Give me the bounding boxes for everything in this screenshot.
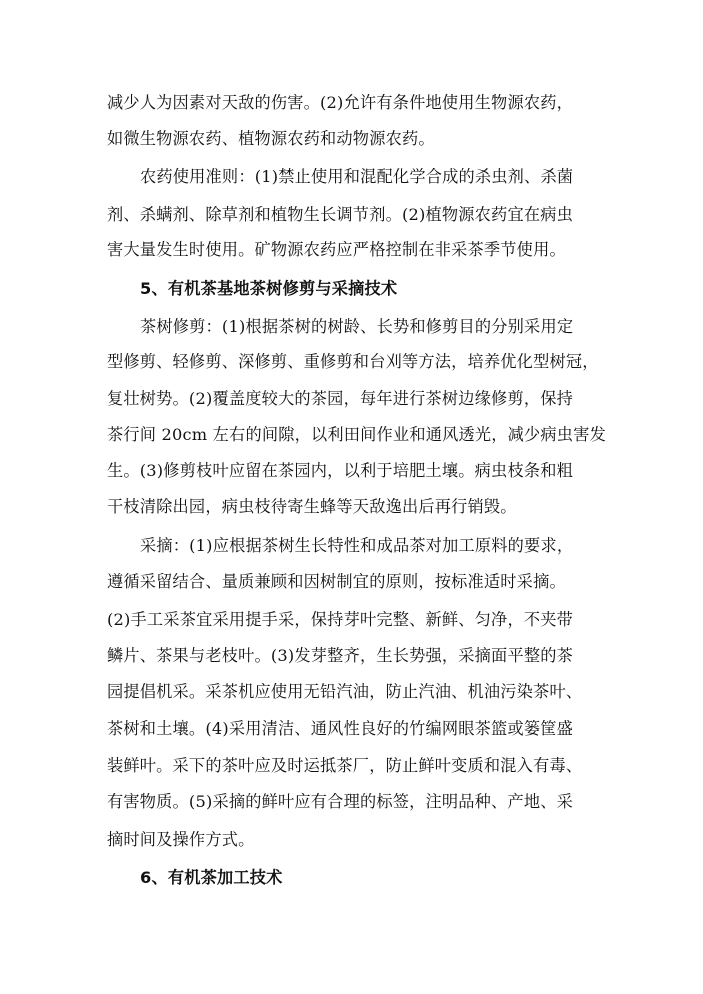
text-line: 剂、杀螨剂、除草剂和植物生长调节剂。(2)植物源农药宜在病虫 xyxy=(107,205,573,224)
section-heading-5: 5、有机茶基地茶树修剪与采摘技术 xyxy=(140,279,398,298)
text-line: 如微生物源农药、植物源农药和动物源农药。 xyxy=(107,129,435,148)
text-line: 减少人为因素对天敌的伤害。(2)允许有条件地使用生物源农药， xyxy=(107,93,573,112)
text-line: 摘时间及操作方式。 xyxy=(107,830,255,849)
text-line: 复壮树势。(2)覆盖度较大的茶园，每年进行茶树边缘修剪，保持 xyxy=(107,389,573,408)
paragraph-pruning: 茶树修剪：(1)根据茶树的树龄、长势和修剪目的分别采用定 xyxy=(140,317,574,336)
paragraph-pesticide-rules: 农药使用准则：(1)禁止使用和混配化学合成的杀虫剂、杀菌 xyxy=(140,167,574,186)
paragraph-picking: 采摘：(1)应根据茶树生长特性和成品茶对加工原料的要求， xyxy=(140,536,574,555)
text-line: 茶行间 20cm 左右的间隙，以利田间作业和通风透光，减少病虫害发 xyxy=(107,425,606,444)
text-line: (2)手工采茶宜采用提手采，保持芽叶完整、新鲜、匀净，不夹带 xyxy=(107,610,573,629)
text-line: 鳞片、茶果与老枝叶。(3)发芽整齐，生长势强，采摘面平整的茶 xyxy=(107,646,573,665)
text-line: 生。(3)修剪枝叶应留在茶园内，以利于培肥土壤。病虫枝条和粗 xyxy=(107,461,573,480)
text-line: 型修剪、轻修剪、深修剪、重修剪和台刈等方法，培养优化型树冠， xyxy=(107,352,599,371)
section-heading-6: 6、有机茶加工技术 xyxy=(140,868,283,887)
text-line: 有害物质。(5)采摘的鲜叶应有合理的标签，注明品种、产地、采 xyxy=(107,792,573,811)
text-line: 园提倡机采。采茶机应使用无铅汽油，防止汽油、机油污染茶叶、 xyxy=(107,682,583,701)
text-line: 茶树和土壤。(4)采用清洁、通风性良好的竹编网眼茶篮或篓筐盛 xyxy=(107,719,573,738)
text-line: 装鲜叶。采下的茶叶应及时运抵茶厂，防止鲜叶变质和混入有毒、 xyxy=(107,756,583,775)
text-line: 遵循采留结合、量质兼顾和因树制宜的原则，按标准适时采摘。 xyxy=(107,572,566,591)
text-line: 害大量发生时使用。矿物源农药应严格控制在非采茶季节使用。 xyxy=(107,240,566,259)
text-line: 干枝清除出园，病虫枝待寄生蜂等天敌逸出后再行销毁。 xyxy=(107,497,517,516)
